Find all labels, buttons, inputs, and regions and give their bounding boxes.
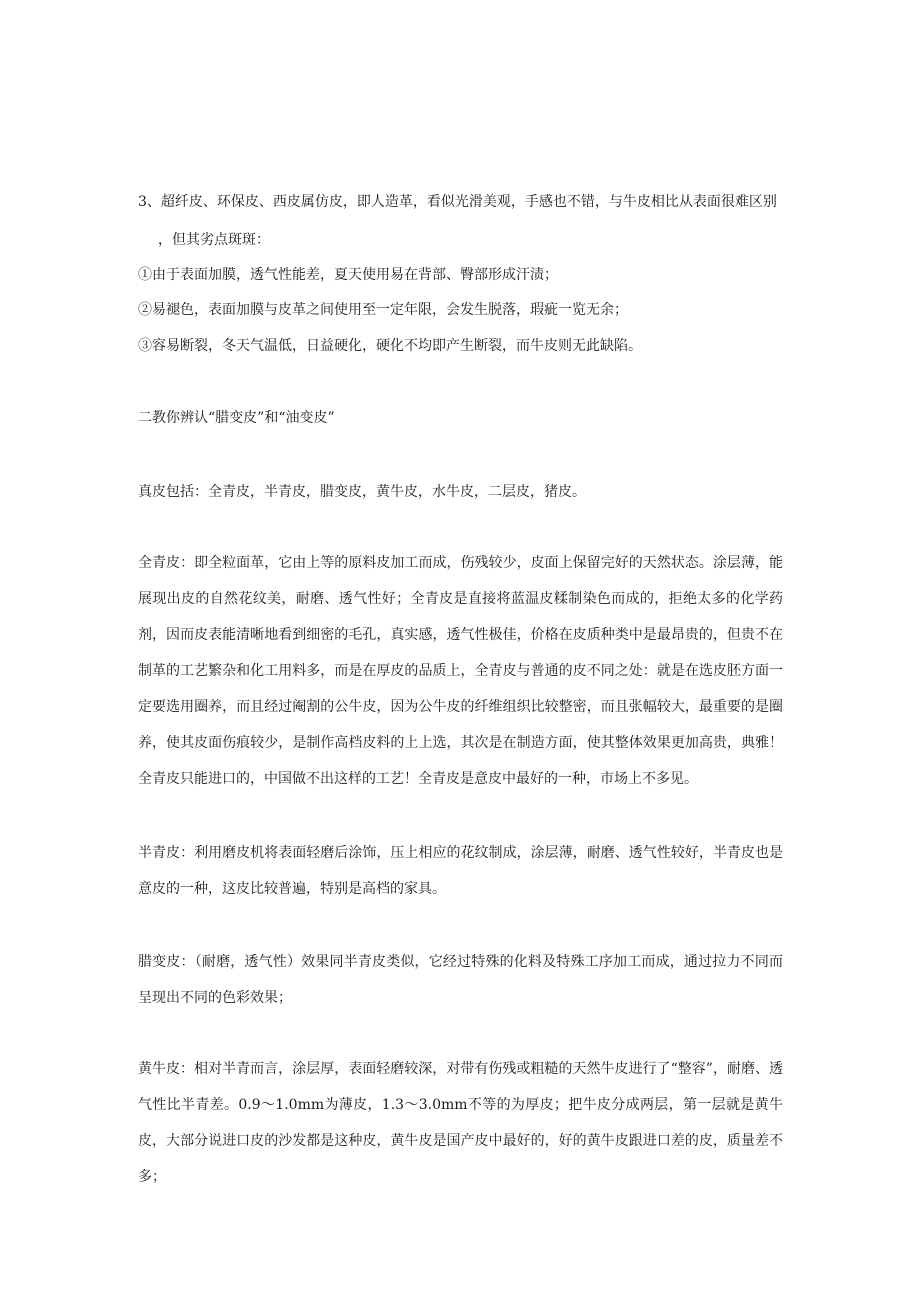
paragraph-cowhide: 黄牛皮：相对半青而言，涂层厚，表面轻磨较深，对带有伤残或粗糙的天然牛皮进行了“整容”，耐磨、透气性比半青差。0.9～1.0mm为薄皮，1.3～3.0mm不等的为厚皮；把牛皮分成两层，第一层就是黄牛皮，大部分说进口皮的沙发都是这种皮，黄牛皮是国产皮中最好的，好的黄牛皮跟进口差的皮，质量差不多； — [138, 1061, 783, 1185]
section-heading: 二教你辨认“腊变皮”和“油变皮” — [138, 410, 335, 426]
intro-line-2: ，但其劣点斑斑： — [158, 232, 270, 248]
paragraph-full-grain: 全青皮：即全粒面革，它由上等的原料皮加工而成，伤残较少，皮面上保留完好的天然状态。涂层薄，能展现出皮的自然花纹美，耐磨、透气性好；全青皮是直接将蓝温皮糅制染色而成的，拒绝太多的化学药剂，因而皮表能清晰地看到细密的毛孔，真实感，透气性极佳，价格在皮质种类中是最昂贵的，但贵不在制革的工艺繁杂和化工用料多，而是在厚皮的品质上，全青皮与普通的皮不同之处：就是在选皮胚方面一定要选用圈养，而且经过阉割的公牛皮，因为公牛皮的纤维组织比较整密，而且张幅较大，最重要的是圈养，使其皮面伤痕较少，是制作高档皮料的上上选，其次是在制造方面，使其整体效果更加高贵，典雅！全青皮只能进口的，中国做不出这样的工艺！全青皮是意皮中最好的一种，市场上不多见。 — [138, 555, 783, 787]
drawback-point-1: ①由于表面加膜，透气性能差，夏天使用易在背部、臀部形成汗渍； — [138, 267, 558, 283]
drawback-point-2: ②易褪色，表面加膜与皮革之间使用至一定年限，会发生脱落，瑕疵一览无余； — [138, 302, 628, 318]
paragraph-wax: 腊变皮：（耐磨，透气性）效果同半青皮类似，它经过特殊的化料及特殊工序加工而成，通过拉力不同而呈现出不同的色彩效果； — [138, 954, 783, 1006]
drawback-point-3: ③容易断裂，冬天气温低，日益硬化，硬化不均即产生断裂，而牛皮则无此缺陷。 — [138, 338, 642, 354]
paragraph-half-grain: 半青皮：利用磨皮机将表面轻磨后涂饰，压上相应的花纹制成，涂层薄，耐磨、透气性较好，半青皮也是意皮的一种，这皮比较普遍，特别是高档的家具。 — [138, 845, 783, 897]
genuine-leather-types: 真皮包括：全青皮，半青皮，腊变皮，黄牛皮，水牛皮，二层皮，猪皮。 — [138, 484, 586, 500]
intro-line-1: 3、超纤皮、环保皮、西皮属仿皮，即人造革，看似光滑美观，手感也不错，与牛皮相比从表面很难区别 — [138, 194, 777, 210]
